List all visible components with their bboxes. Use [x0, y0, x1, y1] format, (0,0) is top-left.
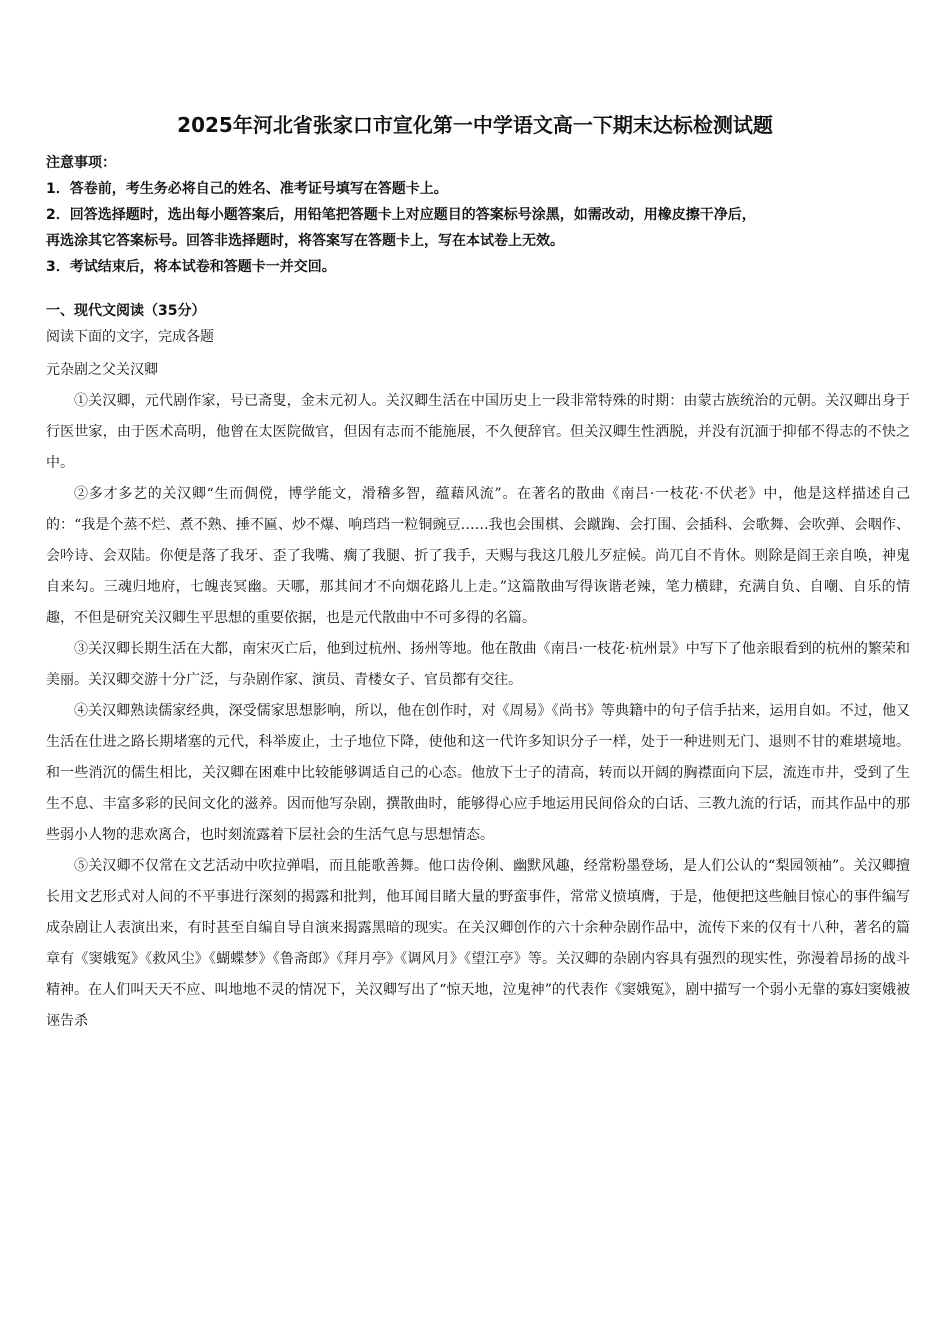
notes-item: 2．回答选择题时，选出每小题答案后，用铅笔把答题卡上对应题目的答案标号涂黑，如需改动，用橡皮擦干净后，	[46, 207, 756, 223]
section-instruction: 阅读下面的文字，完成各题	[46, 329, 214, 345]
article-paragraph: ③关汉卿长期生活在大都，南宋灭亡后，他到过杭州、扬州等地。他在散曲《南吕·一枝花·杭州景》中写下了他亲眼看到的杭州的繁荣和美丽。关汉卿交游十分广泛，与杂剧作家、演员、青楼女子、官员都有交往。	[46, 641, 910, 688]
notes-heading: 注意事项：	[46, 155, 116, 171]
section-header	[46, 298, 916, 350]
article-paragraph: ④关汉卿熟读儒家经典，深受儒家思想影响，所以，他在创作时，对《周易》《尚书》等典籍中的句子信手拈来，运用自如。不过，他又生活在仕进之路长期堵塞的元代，科举废止，士子地位下降，使他和这一代许多知识分子一样，处于一种进则无门、退则不甘的难堪境地。和一些消沉的儒生相比，关汉卿在困难中比较能够调适自己的心态。他放下士子的清高，转而以开阔的胸襟面向下层，流连市井，受到了生生不息、丰富多彩的民间文化的滋养。因而他写杂剧，撰散曲时，能够得心应手地运用民间俗众的白话、三教九流的行话，而其作品中的那些弱小人物的悲欢离合，也时刻流露着下层社会的生活气息与思想情态。	[46, 703, 910, 843]
notes-item: 1．答卷前，考生务必将自己的姓名、准考证号填写在答题卡上。	[46, 181, 448, 197]
section-heading: 一、现代文阅读（35分）	[46, 303, 206, 319]
article-paragraph: ①关汉卿，元代剧作家，号已斋叟，金末元初人。关汉卿生活在中国历史上一段非常特殊的时期：由蒙古族统治的元朝。关汉卿出身于行医世家，由于医术高明，他曾在太医院做官，但因有志而不能施展，不久便辞官。但关汉卿生性洒脱，并没有沉湎于抑郁不得志的不快之中。	[46, 393, 910, 471]
article-paragraph: ⑤关汉卿不仅常在文艺活动中吹拉弹唱，而且能歌善舞。他口齿伶俐、幽默风趣，经常粉墨登场，是人们公认的“梨园领袖”。关汉卿擅长用文艺形式对人间的不平事进行深刻的揭露和批判，他耳闻目睹大量的野蛮事件，常常义愤填膺，于是，他便把这些触目惊心的事件编写成杂剧让人表演出来，有时甚至自编自导自演来揭露黑暗的现实。在关汉卿创作的六十余种杂剧作品中，流传下来的仅有十八种，著名的篇章有《窦娥冤》《救风尘》《蝴蝶梦》《鲁斋郎》《拜月亭》《调风月》《望江亭》等。关汉卿的杂剧内容具有强烈的现实性，弥漫着昂扬的战斗精神。在人们叫天天不应、叫地地不灵的情况下，关汉卿写出了“惊天地，泣鬼神”的代表作《窦娥冤》，剧中描写一个弱小无靠的寡妇窦娥被诬告杀	[46, 858, 910, 1029]
notes-item: 3．考试结束后，将本试卷和答题卡一并交回。	[46, 259, 336, 275]
notes-item: 再选涂其它答案标号。回答非选择题时，将答案写在答题卡上，写在本试卷上无效。	[46, 233, 564, 249]
exam-title: 2025年河北省张家口市宣化第一中学语文高一下期末达标检测试题	[177, 113, 773, 137]
notes-block	[46, 150, 916, 280]
article-body	[46, 386, 910, 1037]
article-paragraph: ②多才多艺的关汉卿“生而倜傥，博学能文，滑稽多智，蕴藉风流”。在著名的散曲《南吕·一枝花·不伏老》中，他是这样描述自己的：“我是个蒸不烂、煮不熟、捶不匾、炒不爆、响珰珰一粒铜豌豆……我也会围棋、会蹴踘、会打围、会插科、会歌舞、会吹弹、会咽作、会吟诗、会双陆。你便是落了我牙、歪了我嘴、瘸了我腿、折了我手，天赐与我这几般儿歹症候。尚兀自不肯休。则除是阎王亲自唤，神鬼自来勾。三魂归地府，七魄丧冥幽。天哪，那其间才不向烟花路儿上走。”这篇散曲写得诙谐老辣，笔力横肆，充满自负、自嘲、自乐的情趣，不但是研究关汉卿生平思想的重要依据，也是元代散曲中不可多得的名篇。	[46, 486, 910, 626]
article-title: 元杂剧之父关汉卿	[46, 362, 158, 378]
